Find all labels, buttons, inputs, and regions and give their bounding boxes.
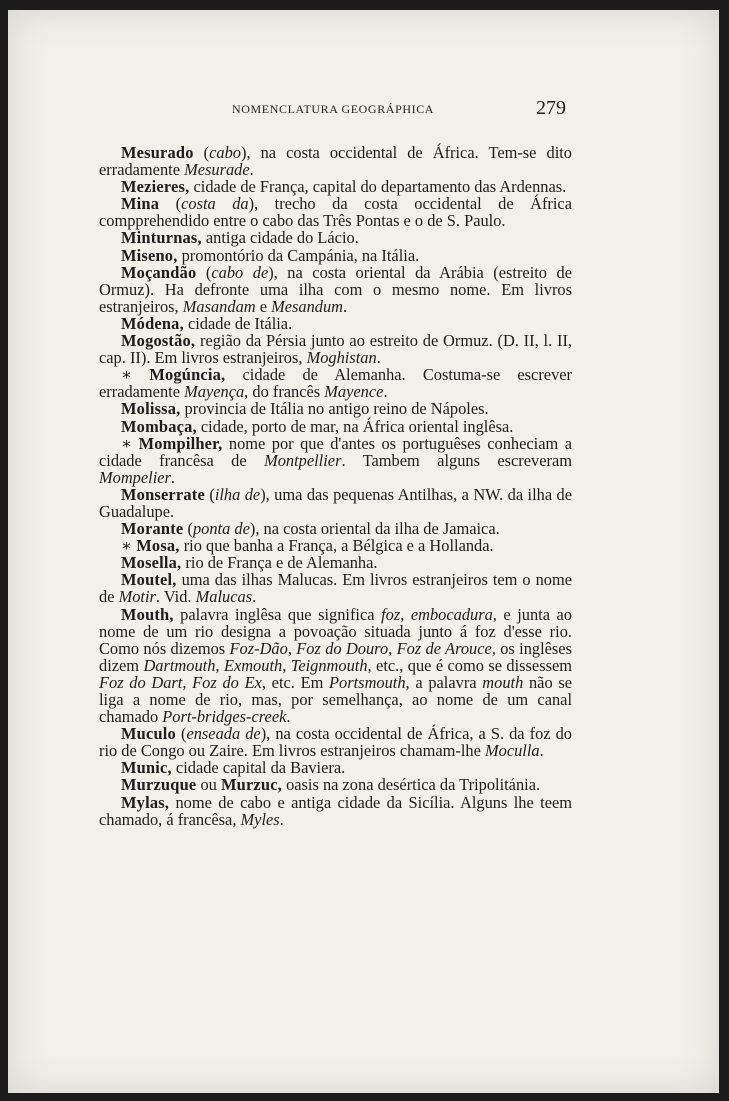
page-number: 279: [536, 97, 566, 119]
entry-molissa: Molissa, provincia de Itália no antigo reino de Nápoles.: [121, 399, 489, 419]
entry-miseno: Miseno, promontório da Campánia, na Itália.: [121, 245, 420, 265]
running-title: NOMENCLATURA GEOGRÁPHICA: [232, 102, 435, 116]
entry-mocandao: Moçandão (cabo de), na costa oriental da Arábia (estreito de Ormuz). Ha defronte uma ilha com o mesmo nome. Em livros estranjeiros, Masandam e Mesandum.: [99, 262, 572, 316]
book-page: [8, 10, 719, 1093]
entry-mosa: ∗ Mosa, rio que banha a França, a Bélgica e a Hollanda.: [121, 536, 494, 556]
entry-mylas: Mylas, nome de cabo e antiga cidade da Sicília. Alguns lhe teem chamado, á francêsa, Myles.: [99, 792, 572, 829]
entry-mogoncia: ∗ Mogúncia, cidade de Alemanha. Costuma-se escrever erradamente Mayença, do francês Mayence.: [99, 365, 572, 402]
entry-munic: Munic, cidade capital da Baviera.: [121, 758, 346, 778]
entry-mezieres: Mezieres, cidade de França, capital do departamento das Ardennas.: [121, 177, 567, 197]
entry-moutel: Moutel, uma das ilhas Malucas. Em livros estranjeiros tem o nome de Motir. Vid. Malucas.: [99, 570, 572, 607]
entry-mombaca: Mombaça, cidade, porto de mar, na África oriental inglêsa.: [121, 416, 514, 436]
entry-muculo: Muculo (enseada de), na costa occidental de África, a S. da foz do rio de Congo ou Zaire. Em livros estranjeiros chamam-lhe Moculla.: [99, 724, 573, 761]
entry-monserrate: Monserrate (ilha de), uma das pequenas Antilhas, a NW. da ilha de Guadalupe.: [99, 484, 572, 521]
entry-murzuque: Murzuque ou Murzuc, oasis na zona desértica da Tripolitánia.: [121, 775, 541, 795]
entry-list: [99, 144, 572, 828]
page-header: [8, 97, 719, 130]
entry-mouth: Mouth, palavra inglêsa que significa foz, embocadura, e junta ao nome de um rio designa a povoação situada junto á foz d'esse rio. Como nós dizemos Foz-Dão, Foz do Douro, Foz de Arouce, os inglêses dizem Dartmouth, Exmouth, Teignmouth, etc., que é como se dissessem Foz do Dart, Foz do Ex, etc. Em Portsmouth, a palavra mouth não se liga a nome de rio, mas, por semelhança, ao nome de um canal chamado Port-bridges-creek.: [99, 604, 573, 727]
entry-mogostao: Mogostão, região da Pérsia junto ao estreito de Ormuz. (D. II, l. II, cap. II). Em livros estranjeiros, Moghistan.: [99, 331, 572, 368]
entry-minturnas: Minturnas, antiga cidade do Lácio.: [121, 228, 359, 248]
entry-morante: Morante (ponta de), na costa oriental da ilha de Jamaica.: [121, 519, 500, 539]
entry-mina: Mina (costa da), trecho da costa occidental de África compprehendido entre o cabo das Três Pontas e o de S. Paulo.: [99, 194, 572, 231]
entry-modena: Módena, cidade de Itália.: [121, 313, 293, 333]
entry-mosella: Mosella, rio de França e de Alemanha.: [121, 553, 378, 573]
entry-mesurado: Mesurado (cabo), na costa occidental de África. Tem-se dito erradamente Mesurade.: [99, 143, 572, 180]
entry-mompilher: ∗ Mompilher, nome por que d'antes os portuguêses conheciam a cidade francêsa de Montpellier. Tambem alguns escreveram Mompelier.: [99, 433, 572, 487]
